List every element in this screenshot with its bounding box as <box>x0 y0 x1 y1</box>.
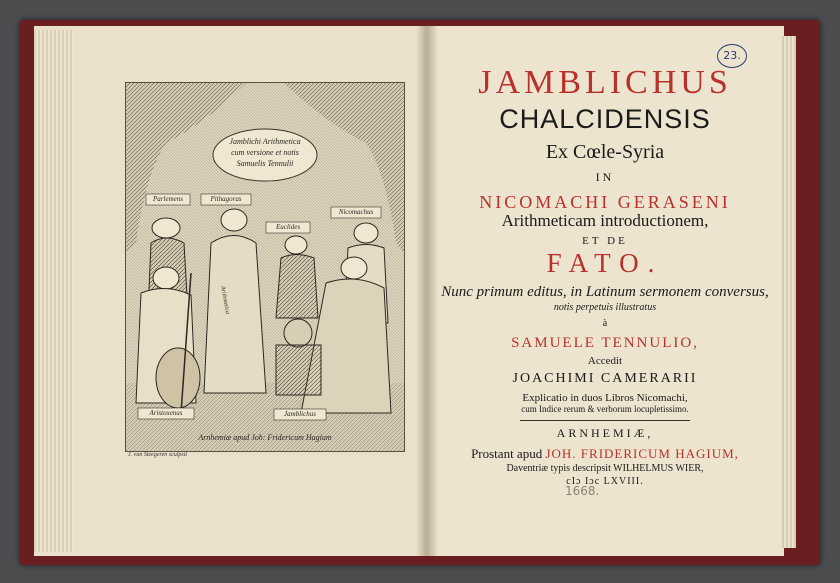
banner-line-3: Samuelis Tennulii <box>236 159 294 168</box>
title-in: IN <box>595 170 615 184</box>
title-rule <box>520 420 690 421</box>
title-arithmeticam: Arithmeticam introductionem, <box>501 211 709 230</box>
label-scroll: Arithmetica <box>219 285 231 315</box>
right-page-edges <box>782 36 796 548</box>
title-date: cIɔ Iɔc LXVIII. <box>566 476 644 487</box>
title-a: à <box>602 318 608 329</box>
title-prostant-line <box>430 446 780 462</box>
title-notis-perpetuis: notis perpetuis illustratus <box>553 302 657 313</box>
title-chalcidensis: CHALCIDENSIS <box>499 104 711 134</box>
title-prostant-apud: Prostant apud <box>471 446 543 461</box>
frontispiece-engraving <box>125 82 405 452</box>
title-accedit: Accedit <box>587 355 623 367</box>
banner-line-2: cum versione et notis <box>231 148 299 157</box>
label-euclides: Euclides <box>275 223 301 231</box>
title-fato: FATO. <box>546 248 664 278</box>
engraving-imprint: Arnhemiæ apud Joh: Fridericum Hagium <box>198 433 332 442</box>
title-cum-indice: cum Indice rerum & verborum locupletissimo. <box>521 404 689 414</box>
title-hagium: JOH. FRIDERICUM HAGIUM, <box>545 446 739 461</box>
label-jamblichus: Jamblichus <box>284 410 316 418</box>
banner-line-1: Jamblichi Arithmetica <box>229 137 301 146</box>
pencil-annotation: 1668. <box>565 484 600 498</box>
label-nicomachus: Nicomachus <box>338 208 374 216</box>
page-edges <box>34 30 74 552</box>
title-ex-coele-syria: Ex Cœle-Syria <box>545 141 665 163</box>
title-arnhemiae: ARNHEMIÆ, <box>556 426 654 440</box>
engraver-signature: J. van Steegeren sculpsit <box>128 452 188 458</box>
title-explicatio: Explicatio in duos Libros Nicomachi, <box>522 392 688 404</box>
title-joachimi-camerarii: JOACHIMI CAMERARII <box>512 371 698 386</box>
title-et-de: ET DE <box>582 235 628 247</box>
title-nicomachi-geraseni: NICOMACHI GERASENI <box>479 192 731 212</box>
label-parlemens: Parlemens <box>153 195 183 203</box>
label-pithagoras: Pithagoras <box>210 195 242 203</box>
title-nunc-primum: Nunc primum editus, in Latinum sermonem conversus, <box>441 284 769 300</box>
title-daventriae: Daventriæ typis descripsit WILHELMUS WIER, <box>506 463 704 474</box>
label-aristoxenus: Aristoxenus <box>149 409 183 417</box>
library-stamp: 23. <box>717 44 747 68</box>
title-jamblichus: JAMBLICHUS <box>478 64 732 101</box>
title-samuele-tennulio: SAMUELE TENNULIO, <box>511 335 699 351</box>
